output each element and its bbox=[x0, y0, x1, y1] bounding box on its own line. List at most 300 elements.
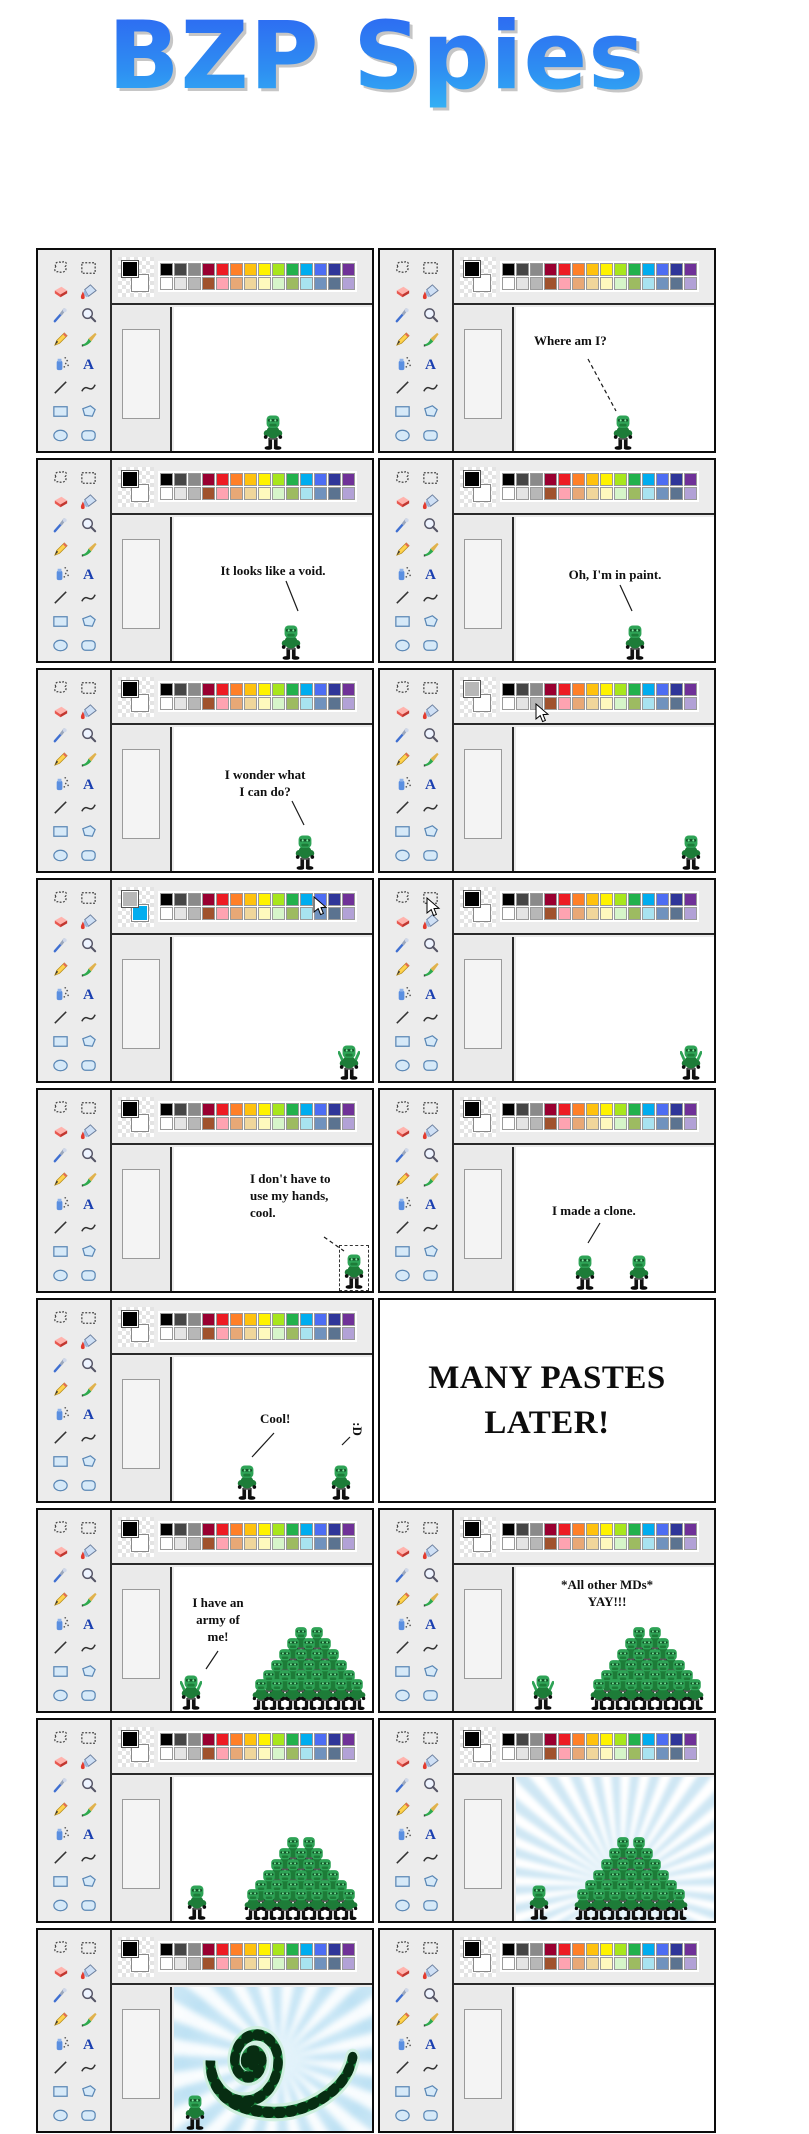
palette-swatch[interactable] bbox=[174, 1957, 187, 1970]
palette-swatch[interactable] bbox=[600, 893, 613, 906]
palette-swatch[interactable] bbox=[188, 893, 201, 906]
palette-swatch[interactable] bbox=[342, 473, 355, 486]
tool-button-text[interactable] bbox=[74, 1191, 102, 1215]
palette-swatch[interactable] bbox=[684, 1957, 697, 1970]
tool-button-eraser[interactable] bbox=[388, 1749, 416, 1773]
tool-button-pencil[interactable] bbox=[46, 537, 74, 561]
tool-button-rectangle[interactable] bbox=[388, 1239, 416, 1263]
tool-button-eraser[interactable] bbox=[46, 1749, 74, 1773]
tool-button-fill[interactable] bbox=[74, 489, 102, 513]
palette-swatch[interactable] bbox=[258, 1313, 271, 1326]
tool-button-brush[interactable] bbox=[74, 747, 102, 771]
palette-swatch[interactable] bbox=[628, 1103, 641, 1116]
palette-swatch[interactable] bbox=[516, 893, 529, 906]
palette-swatch[interactable] bbox=[244, 907, 257, 920]
tool-button-text[interactable] bbox=[74, 981, 102, 1005]
palette-swatch[interactable] bbox=[300, 893, 313, 906]
tool-button-airbrush[interactable] bbox=[46, 981, 74, 1005]
tool-button-rectangle[interactable] bbox=[46, 1869, 74, 1893]
tool-button-color-picker[interactable] bbox=[388, 723, 416, 747]
palette-swatch[interactable] bbox=[160, 1957, 173, 1970]
palette-swatch[interactable] bbox=[272, 1943, 285, 1956]
tool-button-curve[interactable] bbox=[74, 1425, 102, 1449]
palette-swatch[interactable] bbox=[614, 1117, 627, 1130]
palette-swatch[interactable] bbox=[314, 683, 327, 696]
tool-button-color-picker[interactable] bbox=[46, 1143, 74, 1167]
palette-swatch[interactable] bbox=[230, 697, 243, 710]
tool-button-ellipse[interactable] bbox=[388, 2103, 416, 2127]
palette-swatch[interactable] bbox=[188, 1523, 201, 1536]
palette-swatch[interactable] bbox=[586, 1523, 599, 1536]
palette-swatch[interactable] bbox=[614, 697, 627, 710]
palette-swatch[interactable] bbox=[328, 1117, 341, 1130]
palette-swatch[interactable] bbox=[642, 487, 655, 500]
palette-swatch[interactable] bbox=[530, 1537, 543, 1550]
palette-swatch[interactable] bbox=[216, 277, 229, 290]
palette-swatch[interactable] bbox=[328, 487, 341, 500]
palette-swatch[interactable] bbox=[516, 1747, 529, 1760]
palette-swatch[interactable] bbox=[342, 1117, 355, 1130]
palette-swatch[interactable] bbox=[642, 1523, 655, 1536]
tool-button-eraser[interactable] bbox=[46, 1329, 74, 1353]
tool-button-polygon[interactable] bbox=[416, 1029, 444, 1053]
tool-button-ellipse[interactable] bbox=[388, 1263, 416, 1287]
palette-swatch[interactable] bbox=[328, 1957, 341, 1970]
tool-button-ellipse[interactable] bbox=[388, 1683, 416, 1707]
tool-button-text[interactable] bbox=[416, 1611, 444, 1635]
tool-button-magnifier[interactable] bbox=[416, 1773, 444, 1797]
palette-swatch[interactable] bbox=[684, 697, 697, 710]
palette-swatch[interactable] bbox=[244, 487, 257, 500]
palette-swatch[interactable] bbox=[586, 1747, 599, 1760]
tool-button-text[interactable] bbox=[416, 561, 444, 585]
tool-button-select[interactable] bbox=[416, 1515, 444, 1539]
palette-swatch[interactable] bbox=[328, 1943, 341, 1956]
tool-button-magnifier[interactable] bbox=[416, 1563, 444, 1587]
palette-swatch[interactable] bbox=[544, 907, 557, 920]
palette-swatch[interactable] bbox=[188, 277, 201, 290]
palette-swatch[interactable] bbox=[286, 1327, 299, 1340]
palette-swatch[interactable] bbox=[670, 683, 683, 696]
fg-bg-indicator[interactable] bbox=[118, 1727, 154, 1767]
palette-swatch[interactable] bbox=[684, 1943, 697, 1956]
palette-swatch[interactable] bbox=[202, 1733, 215, 1746]
palette-swatch[interactable] bbox=[202, 277, 215, 290]
palette-swatch[interactable] bbox=[314, 1957, 327, 1970]
palette-swatch[interactable] bbox=[642, 1747, 655, 1760]
palette-swatch[interactable] bbox=[516, 1537, 529, 1550]
fg-bg-indicator[interactable] bbox=[118, 887, 154, 927]
palette-swatch[interactable] bbox=[174, 697, 187, 710]
paint-canvas[interactable] bbox=[516, 307, 714, 451]
tool-button-magnifier[interactable] bbox=[416, 1983, 444, 2007]
tool-button-magnifier[interactable] bbox=[74, 303, 102, 327]
palette-swatch[interactable] bbox=[516, 1733, 529, 1746]
tool-button-line[interactable] bbox=[388, 585, 416, 609]
palette-swatch[interactable] bbox=[342, 893, 355, 906]
tool-button-free-form-select[interactable] bbox=[46, 675, 74, 699]
tool-button-pencil[interactable] bbox=[46, 2007, 74, 2031]
tool-button-brush[interactable] bbox=[416, 747, 444, 771]
palette-swatch[interactable] bbox=[174, 1523, 187, 1536]
fg-bg-indicator[interactable] bbox=[118, 257, 154, 297]
tool-button-free-form-select[interactable] bbox=[388, 1095, 416, 1119]
paint-canvas[interactable] bbox=[516, 1147, 714, 1291]
palette-swatch[interactable] bbox=[188, 1327, 201, 1340]
palette-swatch[interactable] bbox=[328, 683, 341, 696]
palette-swatch[interactable] bbox=[286, 473, 299, 486]
tool-button-free-form-select[interactable] bbox=[46, 885, 74, 909]
palette-swatch[interactable] bbox=[502, 1117, 515, 1130]
tool-button-brush[interactable] bbox=[74, 537, 102, 561]
palette-swatch[interactable] bbox=[216, 697, 229, 710]
palette-swatch[interactable] bbox=[286, 1117, 299, 1130]
tool-button-text[interactable] bbox=[74, 351, 102, 375]
palette-swatch[interactable] bbox=[160, 473, 173, 486]
palette-swatch[interactable] bbox=[670, 487, 683, 500]
tool-button-rectangle[interactable] bbox=[388, 1869, 416, 1893]
palette-swatch[interactable] bbox=[572, 473, 585, 486]
tool-button-free-form-select[interactable] bbox=[46, 1095, 74, 1119]
palette-swatch[interactable] bbox=[258, 907, 271, 920]
tool-button-select[interactable] bbox=[74, 885, 102, 909]
palette-swatch[interactable] bbox=[342, 1943, 355, 1956]
tool-button-airbrush[interactable] bbox=[46, 1821, 74, 1845]
palette-swatch[interactable] bbox=[286, 1957, 299, 1970]
tool-button-curve[interactable] bbox=[416, 375, 444, 399]
palette-swatch[interactable] bbox=[300, 683, 313, 696]
tool-button-pencil[interactable] bbox=[388, 1167, 416, 1191]
tool-button-eraser[interactable] bbox=[388, 279, 416, 303]
tool-button-pencil[interactable] bbox=[388, 957, 416, 981]
palette-swatch[interactable] bbox=[684, 683, 697, 696]
palette-swatch[interactable] bbox=[230, 1327, 243, 1340]
tool-button-polygon[interactable] bbox=[74, 609, 102, 633]
palette-swatch[interactable] bbox=[656, 277, 669, 290]
palette-swatch[interactable] bbox=[670, 1537, 683, 1550]
palette-swatch[interactable] bbox=[530, 1943, 543, 1956]
paint-canvas[interactable] bbox=[174, 1987, 372, 2131]
palette-swatch[interactable] bbox=[314, 1537, 327, 1550]
palette-swatch[interactable] bbox=[314, 1523, 327, 1536]
palette-swatch[interactable] bbox=[314, 277, 327, 290]
palette-swatch[interactable] bbox=[216, 1733, 229, 1746]
tool-button-brush[interactable] bbox=[74, 1167, 102, 1191]
tool-button-select[interactable] bbox=[74, 1095, 102, 1119]
palette-swatch[interactable] bbox=[684, 277, 697, 290]
palette-swatch[interactable] bbox=[544, 1943, 557, 1956]
palette-swatch[interactable] bbox=[670, 473, 683, 486]
tool-button-magnifier[interactable] bbox=[74, 723, 102, 747]
palette-swatch[interactable] bbox=[286, 683, 299, 696]
palette-swatch[interactable] bbox=[656, 263, 669, 276]
palette-swatch[interactable] bbox=[502, 683, 515, 696]
palette-swatch[interactable] bbox=[544, 1523, 557, 1536]
tool-button-ellipse[interactable] bbox=[46, 1683, 74, 1707]
palette-swatch[interactable] bbox=[174, 1313, 187, 1326]
palette-swatch[interactable] bbox=[328, 1327, 341, 1340]
palette-swatch[interactable] bbox=[286, 907, 299, 920]
tool-button-select[interactable] bbox=[416, 1935, 444, 1959]
palette-swatch[interactable] bbox=[544, 1537, 557, 1550]
palette-swatch[interactable] bbox=[558, 1957, 571, 1970]
palette-swatch[interactable] bbox=[272, 1537, 285, 1550]
palette-swatch[interactable] bbox=[530, 487, 543, 500]
palette-swatch[interactable] bbox=[656, 487, 669, 500]
palette-swatch[interactable] bbox=[642, 907, 655, 920]
palette-swatch[interactable] bbox=[614, 1957, 627, 1970]
tool-button-fill[interactable] bbox=[74, 1539, 102, 1563]
palette-swatch[interactable] bbox=[614, 263, 627, 276]
palette-swatch[interactable] bbox=[160, 1747, 173, 1760]
tool-button-rectangle[interactable] bbox=[46, 609, 74, 633]
palette-swatch[interactable] bbox=[670, 697, 683, 710]
palette-swatch[interactable] bbox=[684, 1523, 697, 1536]
palette-swatch[interactable] bbox=[202, 1957, 215, 1970]
palette-swatch[interactable] bbox=[544, 1747, 557, 1760]
palette-swatch[interactable] bbox=[684, 893, 697, 906]
palette-swatch[interactable] bbox=[628, 1523, 641, 1536]
palette-swatch[interactable] bbox=[586, 1103, 599, 1116]
tool-button-select[interactable] bbox=[74, 675, 102, 699]
tool-button-brush[interactable] bbox=[416, 2007, 444, 2031]
palette-swatch[interactable] bbox=[586, 473, 599, 486]
palette-swatch[interactable] bbox=[544, 1117, 557, 1130]
palette-swatch[interactable] bbox=[628, 1943, 641, 1956]
palette-swatch[interactable] bbox=[230, 1103, 243, 1116]
tool-button-magnifier[interactable] bbox=[74, 933, 102, 957]
tool-button-eraser[interactable] bbox=[46, 1959, 74, 1983]
palette-swatch[interactable] bbox=[600, 1537, 613, 1550]
tool-button-rounded-rectangle[interactable] bbox=[416, 423, 444, 447]
palette-swatch[interactable] bbox=[188, 473, 201, 486]
tool-button-curve[interactable] bbox=[416, 1635, 444, 1659]
tool-button-polygon[interactable] bbox=[416, 1659, 444, 1683]
tool-button-curve[interactable] bbox=[416, 585, 444, 609]
palette-swatch[interactable] bbox=[586, 1733, 599, 1746]
palette-swatch[interactable] bbox=[174, 263, 187, 276]
tool-button-curve[interactable] bbox=[74, 585, 102, 609]
tool-button-line[interactable] bbox=[46, 2055, 74, 2079]
palette-swatch[interactable] bbox=[202, 487, 215, 500]
palette-swatch[interactable] bbox=[656, 683, 669, 696]
palette-swatch[interactable] bbox=[160, 1117, 173, 1130]
tool-button-magnifier[interactable] bbox=[416, 723, 444, 747]
palette-swatch[interactable] bbox=[328, 1733, 341, 1746]
tool-button-ellipse[interactable] bbox=[46, 1053, 74, 1077]
palette-swatch[interactable] bbox=[670, 263, 683, 276]
palette-swatch[interactable] bbox=[684, 487, 697, 500]
tool-button-free-form-select[interactable] bbox=[388, 885, 416, 909]
tool-button-curve[interactable] bbox=[74, 1635, 102, 1659]
palette-swatch[interactable] bbox=[258, 1523, 271, 1536]
palette-swatch[interactable] bbox=[230, 1943, 243, 1956]
palette-swatch[interactable] bbox=[558, 1537, 571, 1550]
palette-swatch[interactable] bbox=[628, 1733, 641, 1746]
fg-bg-indicator[interactable] bbox=[118, 1937, 154, 1977]
tool-button-free-form-select[interactable] bbox=[388, 1725, 416, 1749]
palette-swatch[interactable] bbox=[216, 893, 229, 906]
palette-swatch[interactable] bbox=[642, 277, 655, 290]
fg-bg-indicator[interactable] bbox=[118, 1307, 154, 1347]
palette-swatch[interactable] bbox=[272, 1103, 285, 1116]
palette-swatch[interactable] bbox=[642, 1957, 655, 1970]
tool-button-free-form-select[interactable] bbox=[388, 465, 416, 489]
palette-swatch[interactable] bbox=[544, 893, 557, 906]
palette-swatch[interactable] bbox=[642, 1943, 655, 1956]
palette-swatch[interactable] bbox=[286, 1943, 299, 1956]
palette-swatch[interactable] bbox=[530, 263, 543, 276]
palette-swatch[interactable] bbox=[188, 1943, 201, 1956]
palette-swatch[interactable] bbox=[600, 277, 613, 290]
palette-swatch[interactable] bbox=[202, 697, 215, 710]
tool-button-line[interactable] bbox=[388, 375, 416, 399]
paint-canvas[interactable] bbox=[174, 1777, 372, 1921]
tool-button-ellipse[interactable] bbox=[46, 1893, 74, 1917]
tool-button-fill[interactable] bbox=[74, 699, 102, 723]
palette-swatch[interactable] bbox=[272, 277, 285, 290]
tool-button-text[interactable] bbox=[74, 771, 102, 795]
palette-swatch[interactable] bbox=[656, 1957, 669, 1970]
palette-swatch[interactable] bbox=[258, 487, 271, 500]
palette-swatch[interactable] bbox=[558, 487, 571, 500]
tool-button-line[interactable] bbox=[46, 1005, 74, 1029]
palette-swatch[interactable] bbox=[670, 1747, 683, 1760]
tool-button-line[interactable] bbox=[46, 1635, 74, 1659]
palette-swatch[interactable] bbox=[614, 277, 627, 290]
tool-button-ellipse[interactable] bbox=[388, 423, 416, 447]
tool-button-rounded-rectangle[interactable] bbox=[74, 1473, 102, 1497]
tool-button-airbrush[interactable] bbox=[388, 2031, 416, 2055]
palette-swatch[interactable] bbox=[300, 907, 313, 920]
palette-swatch[interactable] bbox=[314, 1117, 327, 1130]
palette-swatch[interactable] bbox=[516, 697, 529, 710]
palette-swatch[interactable] bbox=[544, 263, 557, 276]
palette-swatch[interactable] bbox=[656, 1943, 669, 1956]
tool-button-pencil[interactable] bbox=[46, 1167, 74, 1191]
palette-swatch[interactable] bbox=[530, 277, 543, 290]
tool-button-brush[interactable] bbox=[416, 327, 444, 351]
palette-swatch[interactable] bbox=[328, 473, 341, 486]
tool-button-text[interactable] bbox=[416, 351, 444, 375]
palette-swatch[interactable] bbox=[628, 1117, 641, 1130]
palette-swatch[interactable] bbox=[342, 1733, 355, 1746]
tool-button-text[interactable] bbox=[74, 1821, 102, 1845]
fg-bg-indicator[interactable] bbox=[460, 467, 496, 507]
palette-swatch[interactable] bbox=[656, 473, 669, 486]
palette-swatch[interactable] bbox=[670, 1103, 683, 1116]
palette-swatch[interactable] bbox=[670, 1943, 683, 1956]
palette-swatch[interactable] bbox=[586, 683, 599, 696]
tool-button-fill[interactable] bbox=[74, 279, 102, 303]
tool-button-eraser[interactable] bbox=[46, 279, 74, 303]
palette-swatch[interactable] bbox=[160, 1537, 173, 1550]
tool-button-color-picker[interactable] bbox=[388, 1983, 416, 2007]
palette-swatch[interactable] bbox=[286, 697, 299, 710]
palette-swatch[interactable] bbox=[656, 907, 669, 920]
tool-button-eraser[interactable] bbox=[46, 489, 74, 513]
tool-button-eraser[interactable] bbox=[388, 1959, 416, 1983]
palette-swatch[interactable] bbox=[202, 1117, 215, 1130]
palette-swatch[interactable] bbox=[188, 907, 201, 920]
palette-swatch[interactable] bbox=[600, 697, 613, 710]
tool-button-airbrush[interactable] bbox=[388, 981, 416, 1005]
tool-button-free-form-select[interactable] bbox=[388, 255, 416, 279]
palette-swatch[interactable] bbox=[244, 1943, 257, 1956]
palette-swatch[interactable] bbox=[258, 1957, 271, 1970]
palette-swatch[interactable] bbox=[558, 1943, 571, 1956]
palette-swatch[interactable] bbox=[656, 1537, 669, 1550]
palette-swatch[interactable] bbox=[502, 1537, 515, 1550]
tool-button-line[interactable] bbox=[388, 1845, 416, 1869]
palette-swatch[interactable] bbox=[300, 1957, 313, 1970]
palette-swatch[interactable] bbox=[216, 1103, 229, 1116]
palette-swatch[interactable] bbox=[300, 1537, 313, 1550]
palette-swatch[interactable] bbox=[216, 1117, 229, 1130]
tool-button-pencil[interactable] bbox=[46, 327, 74, 351]
palette-swatch[interactable] bbox=[572, 907, 585, 920]
tool-button-curve[interactable] bbox=[74, 795, 102, 819]
fg-bg-indicator[interactable] bbox=[460, 1727, 496, 1767]
tool-button-magnifier[interactable] bbox=[416, 933, 444, 957]
palette-swatch[interactable] bbox=[656, 1747, 669, 1760]
tool-button-text[interactable] bbox=[74, 2031, 102, 2055]
palette-swatch[interactable] bbox=[216, 683, 229, 696]
tool-button-free-form-select[interactable] bbox=[388, 675, 416, 699]
palette-swatch[interactable] bbox=[670, 277, 683, 290]
palette-swatch[interactable] bbox=[286, 263, 299, 276]
palette-swatch[interactable] bbox=[230, 1313, 243, 1326]
palette-swatch[interactable] bbox=[216, 1327, 229, 1340]
tool-button-color-picker[interactable] bbox=[388, 513, 416, 537]
palette-swatch[interactable] bbox=[656, 1117, 669, 1130]
palette-swatch[interactable] bbox=[670, 907, 683, 920]
tool-button-rectangle[interactable] bbox=[46, 1239, 74, 1263]
tool-button-curve[interactable] bbox=[74, 1005, 102, 1029]
tool-button-rectangle[interactable] bbox=[46, 1659, 74, 1683]
palette-swatch[interactable] bbox=[244, 1103, 257, 1116]
tool-button-rounded-rectangle[interactable] bbox=[74, 1893, 102, 1917]
tool-button-ellipse[interactable] bbox=[46, 423, 74, 447]
palette-swatch[interactable] bbox=[558, 1747, 571, 1760]
palette-swatch[interactable] bbox=[286, 1537, 299, 1550]
tool-button-pencil[interactable] bbox=[46, 1587, 74, 1611]
palette-swatch[interactable] bbox=[272, 473, 285, 486]
tool-button-text[interactable] bbox=[416, 1191, 444, 1215]
tool-button-curve[interactable] bbox=[416, 795, 444, 819]
tool-button-color-picker[interactable] bbox=[388, 1773, 416, 1797]
fg-bg-indicator[interactable] bbox=[460, 677, 496, 717]
tool-button-magnifier[interactable] bbox=[74, 513, 102, 537]
tool-button-brush[interactable] bbox=[74, 2007, 102, 2031]
palette-swatch[interactable] bbox=[586, 263, 599, 276]
palette-swatch[interactable] bbox=[628, 1747, 641, 1760]
palette-swatch[interactable] bbox=[258, 893, 271, 906]
palette-swatch[interactable] bbox=[544, 1103, 557, 1116]
fg-bg-indicator[interactable] bbox=[460, 257, 496, 297]
tool-button-rounded-rectangle[interactable] bbox=[74, 1683, 102, 1707]
tool-button-rounded-rectangle[interactable] bbox=[416, 1053, 444, 1077]
palette-swatch[interactable] bbox=[300, 263, 313, 276]
palette-swatch[interactable] bbox=[258, 1747, 271, 1760]
tool-button-polygon[interactable] bbox=[416, 1239, 444, 1263]
tool-button-fill[interactable] bbox=[74, 909, 102, 933]
tool-button-ellipse[interactable] bbox=[388, 1893, 416, 1917]
palette-swatch[interactable] bbox=[160, 1523, 173, 1536]
paint-canvas[interactable] bbox=[174, 1567, 372, 1711]
palette-swatch[interactable] bbox=[174, 893, 187, 906]
palette-swatch[interactable] bbox=[544, 1957, 557, 1970]
